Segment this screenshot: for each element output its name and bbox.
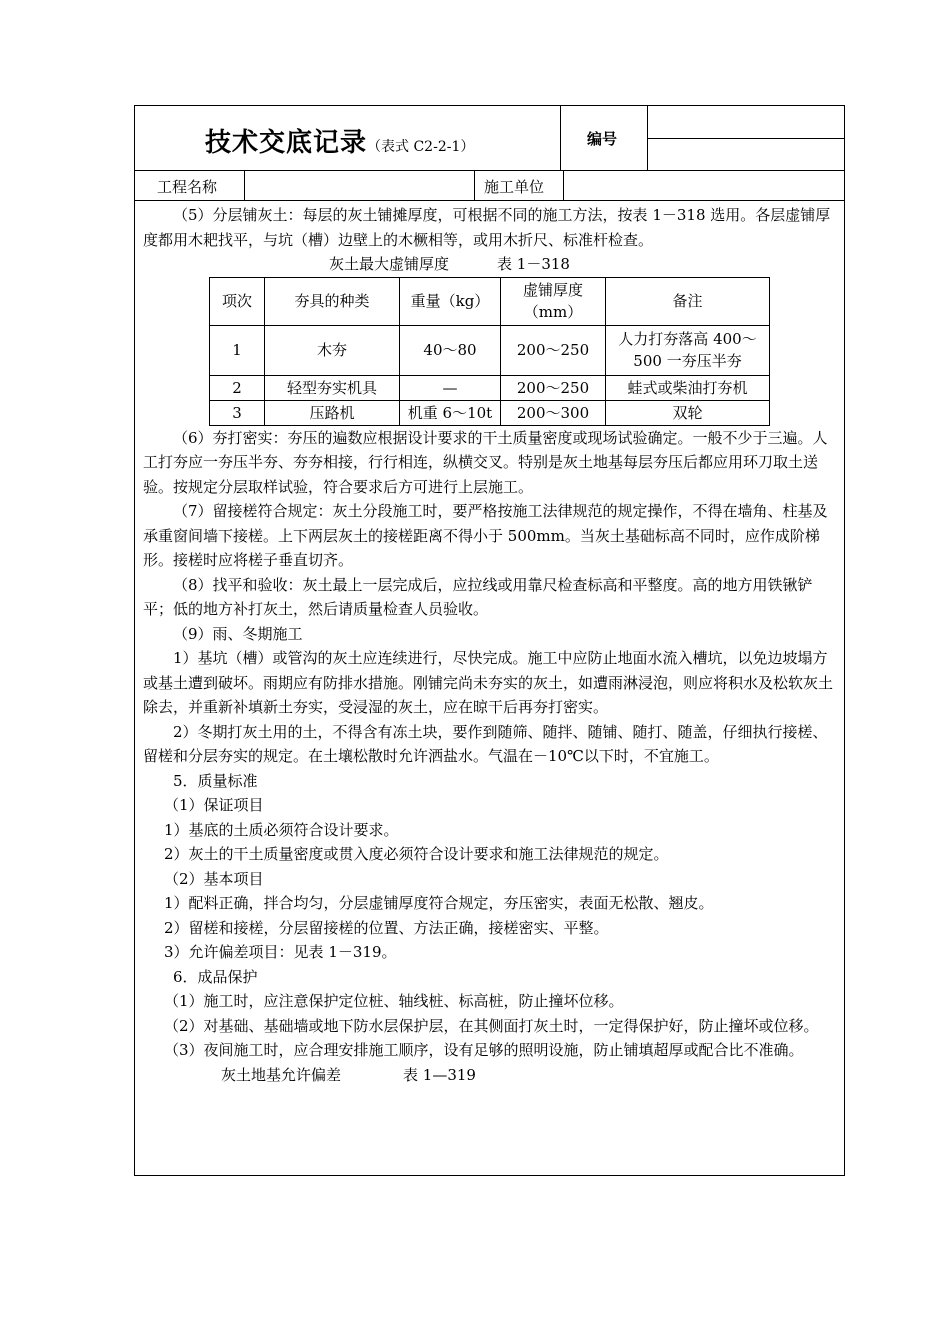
table-318-caption: [143, 252, 837, 277]
header-cell: 虚铺厚度（mm）: [501, 277, 606, 325]
protection-item-2: （2）对基础、基础墙或地下防水层保护层，在其侧面打灰土时，一定得保护好，防止撞坏或位移。: [164, 1016, 819, 1035]
header-divider-1: [560, 106, 561, 170]
table-cell: 压路机: [265, 400, 400, 425]
table-319-number: 表 1—319: [403, 1065, 476, 1084]
table-cell: 蛙式或柴油打夯机: [606, 375, 770, 400]
header-bottom-line: [135, 170, 844, 171]
table-318-title: 灰土最大虚铺厚度: [329, 255, 450, 273]
paragraph-rainy-season: 1）基坑（槽）或管沟的灰土应连续进行，尽快完成。施工中应防止地面水流入槽坑，以免边坡塌方或基土遭到破坏。雨期应有防排水措施。刚铺完尚未夯实的灰土，如遭雨淋浸泡，则应将积水及松软灰土除去，并重新补填新土夯实，受浸湿的灰土，应在晾干后再夯打密实。: [143, 649, 834, 716]
quality-heading: 5．质量标准: [173, 771, 258, 790]
header-cell: 备注: [606, 277, 770, 325]
paragraph-season-heading: （9）雨、冬期施工: [173, 624, 303, 643]
protection-item-3: （3）夜间施工时，应合理安排施工顺序，设有足够的照明设施，防止铺填超厚或配合比不准确。: [164, 1041, 804, 1059]
document-title: [205, 122, 474, 159]
table-cell: 200～250: [501, 325, 606, 375]
info-bottom-line: [135, 200, 844, 201]
table-cell: 轻型夯实机具: [265, 375, 400, 400]
basic-item-2: 2）留槎和接槎，分层留接槎的位置、方法正确，接槎密实、平整。: [164, 918, 609, 937]
table-cell: 200～250: [501, 375, 606, 400]
protection-item-1: （1）施工时，应注意保护定位桩、轴线桩、标高桩，防止撞坏位移。: [164, 992, 624, 1010]
guarantee-item-2: 2）灰土的干土质量密度或贯入度必须符合设计要求和施工法律规范的规定。: [164, 845, 669, 863]
table-cell: 3: [210, 400, 265, 425]
table-319-caption: [143, 1063, 837, 1088]
table-cell: 2: [210, 375, 265, 400]
thickness-table: [209, 277, 770, 426]
table-row: [210, 375, 770, 400]
guarantee-item-1: 1）基底的土质必须符合设计要求。: [164, 820, 399, 839]
header-cell: 项次: [210, 277, 265, 325]
guarantee-items-heading: （1）保证项目: [164, 796, 264, 814]
paragraph-leveling: （8）找平和验收：灰土最上一层完成后，应拉线或用靠尺检查标高和平整度。高的地方用铁锹铲平；低的地方补打灰土，然后请质量检查人员验收。: [143, 575, 813, 618]
construction-unit-label: 施工单位: [484, 178, 545, 196]
record-sheet: [134, 105, 845, 1176]
project-name-label: 工程名称: [157, 178, 218, 196]
paragraph-winter-season: 2）冬期打灰土用的土，不得含有冻土块，要作到随筛、随拌、随铺、随打、随盖，仔细执行接槎、留槎和分层夯实的规定。在土壤松散时允许洒盐水。气温在－10℃以下时，不宜施工。: [143, 722, 828, 765]
table-318-number: 表 1－318: [497, 255, 570, 273]
table-cell: 1: [210, 325, 265, 375]
header-cell: 重量（kg）: [400, 277, 501, 325]
number-label: 编号: [587, 130, 618, 148]
table-cell: 人力打夯落高 400～500 一夯压半夯: [606, 325, 770, 375]
table-cell: 机重 6～10t: [400, 400, 501, 425]
paragraph-layering: （5）分层铺灰土：每层的灰土铺摊厚度，可根据不同的施工方法，按表 1－318 选用。各层虚铺厚度都用木耙找平，与坑（槽）边壁上的木橛相等，或用木折尺、标准杆检查。: [143, 206, 831, 249]
title-text: 技术交底记录: [205, 128, 368, 158]
paragraph-compaction: （6）夯打密实：夯压的遍数应根据设计要求的干土质量密度或现场试验确定。一般不少于三遍。人工打夯应一夯压半夯、夯夯相接，行行相连，纵横交叉。特别是灰土地基每层夯压后都应用环刀取土送验。按规定分层取样试验，符合要求后方可进行上层施工。: [143, 428, 828, 496]
info-divider-1: [244, 170, 245, 200]
table-319-title: 灰土地基允许偏差: [221, 1065, 342, 1084]
table-row: [210, 400, 770, 425]
table-cell: 木夯: [265, 325, 400, 375]
header-cell: 夯具的种类: [265, 277, 400, 325]
table-header-row: [210, 277, 770, 325]
table-cell: 双轮: [606, 400, 770, 425]
table-row: [210, 325, 770, 375]
protection-heading: 6．成品保护: [173, 967, 258, 986]
number-row-split: [647, 138, 844, 139]
basic-item-1: 1）配料正确，拌合均匀，分层虚铺厚度符合规定，夯压密实，表面无松散、翘皮。: [164, 894, 714, 912]
info-divider-2: [474, 170, 475, 200]
table-cell: —: [400, 375, 501, 400]
form-number: （表式 C2-2-1）: [367, 139, 475, 155]
info-divider-3: [563, 170, 564, 200]
table-cell: 200～300: [501, 400, 606, 425]
basic-items-heading: （2）基本项目: [164, 869, 264, 888]
document-body: [143, 203, 837, 1087]
basic-item-3: 3）允许偏差项目：见表 1－319。: [164, 943, 397, 961]
paragraph-joints: （7）留接槎符合规定：灰土分段施工时，要严格按施工法律规范的规定操作，不得在墙角、柱基及承重窗间墙下接槎。上下两层灰土的接槎距离不得小于 500mm。当灰土基础标高不同时，应作成阶梯形。接槎时应将槎子垂直切齐。: [143, 502, 828, 569]
table-cell: 40～80: [400, 325, 501, 375]
